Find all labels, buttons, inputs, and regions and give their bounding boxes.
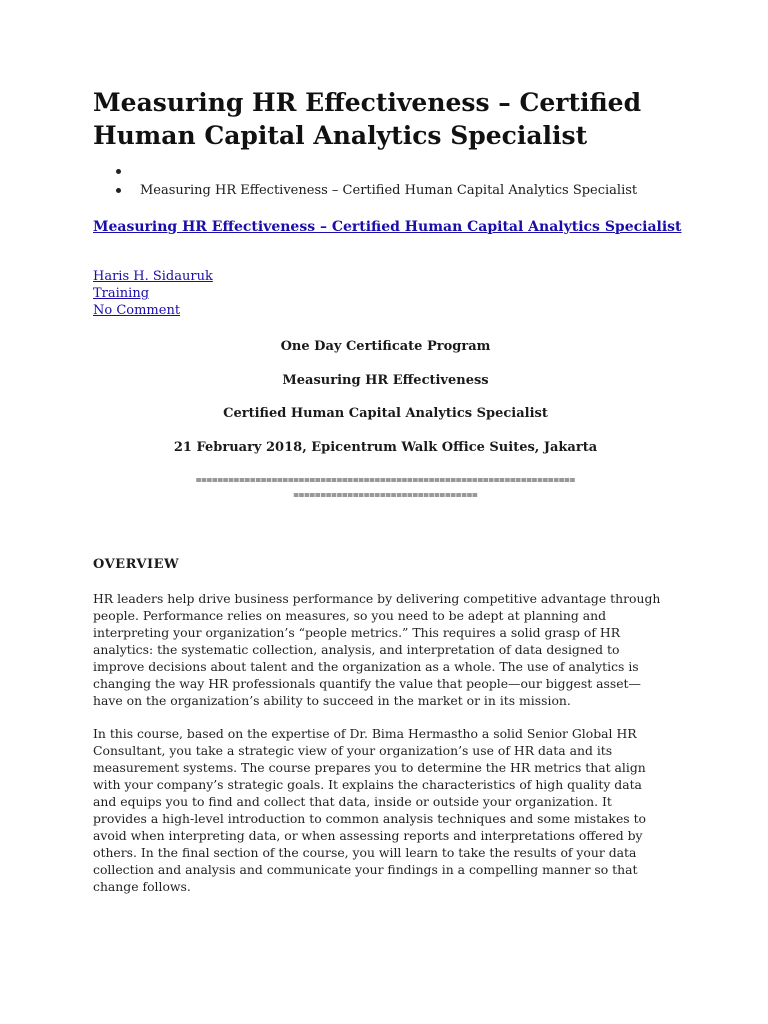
- bullet-icon: [116, 169, 121, 174]
- divider-line: ==================================: [293, 491, 478, 501]
- post-meta: [93, 268, 213, 319]
- category-link[interactable]: Training: [93, 286, 150, 301]
- post-title-link[interactable]: Measuring HR Effectiveness – Certified Human Capital Analytics Specialist: [93, 219, 682, 235]
- program-certification: Certified Human Capital Analytics Specialist: [223, 406, 548, 421]
- program-type: One Day Certificate Program: [280, 339, 491, 354]
- author-link[interactable]: Haris H. Sidauruk: [93, 269, 213, 284]
- overview-paragraph: HR leaders help drive business performance by delivering competitive advantage through people. Performance relies on measures, so you need to be adept at planning and interpreting your organization’s “people metrics.” This requires a solid grasp of HR analytics: the systematic collection, analysis, and interpretation of data designed to improve decisions about talent and the organization as a whole. The use of analytics is changing the way HR professionals quantify the value that people—our biggest asset—have on the organization’s ability to succeed in the market or in its mission.: [93, 591, 661, 708]
- divider: [93, 474, 678, 504]
- breadcrumb-item-label: Measuring HR Effectiveness – Certified Human Capital Analytics Specialist: [140, 183, 638, 198]
- bullet-icon: [116, 188, 121, 193]
- program-name: Measuring HR Effectiveness: [282, 373, 489, 388]
- divider-line: ======================================================================: [195, 476, 576, 486]
- overview-heading: OVERVIEW: [93, 557, 180, 572]
- breadcrumb-item-current: [93, 181, 678, 200]
- breadcrumb-item-home[interactable]: [93, 162, 678, 181]
- page-title: Measuring HR Effectiveness – Certified Human Capital Analytics Specialist: [93, 88, 642, 150]
- overview-paragraph: In this course, based on the expertise of Dr. Bima Hermastho a solid Senior Global HR Consultant, you take a strategic view of your organization’s use of HR data and its measurement systems. The course prepares you to determine the HR metrics that align with your company’s strategic goals. It explains the characteristics of high quality data and equips you to find and collect that data, inside or outside your organization. It provides a high-level introduction to common analysis techniques and some mistakes to avoid when interpreting data, or when assessing reports and interpretations offered by others. In the final section of the course, you will learn to take the results of your data collection and analysis and communicate your findings in a compelling manner so that change follows.: [93, 726, 647, 894]
- breadcrumb: [93, 162, 678, 200]
- comments-link[interactable]: No Comment: [93, 303, 181, 318]
- program-date-location: 21 February 2018, Epicentrum Walk Office Suites, Jakarta: [173, 440, 598, 455]
